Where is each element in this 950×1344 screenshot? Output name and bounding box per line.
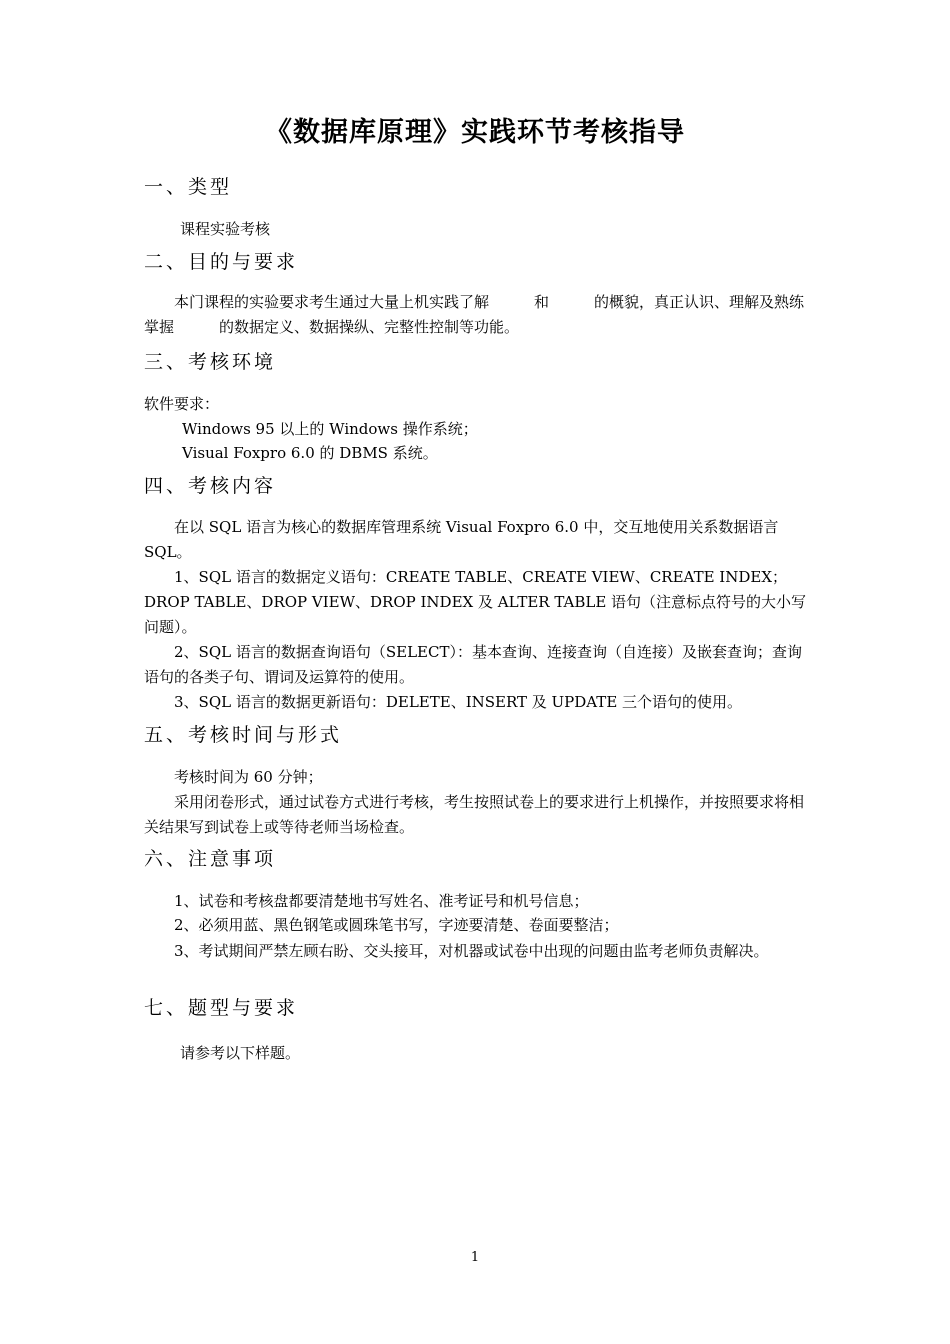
question-types-text: 请参考以下样题。 bbox=[180, 1044, 301, 1062]
exam-format: 采用闭卷形式，通过试卷方式进行考核，考生按照试卷上的要求进行上机操作，并按照要求将相关结果写到试卷上或等待老师当场检查。 bbox=[144, 793, 805, 836]
content-item-ddl: 1、SQL 语言的数据定义语句：CREATE TABLE、CREATE VIEW、CREATE INDEX；DROP TABLE、DROP VIEW、DROP INDEX 及 ALTER TABLE 语句（注意标点符号的大小写问题）。 bbox=[144, 568, 807, 636]
section-heading-goals: 二、目的与要求 bbox=[144, 251, 299, 273]
page-title: 《数据库原理》实践环节考核指导 bbox=[265, 117, 685, 148]
section-heading-environment: 三、考核环境 bbox=[144, 351, 277, 373]
section-text-type: 课程实验考核 bbox=[180, 220, 271, 238]
page-number: 1 bbox=[470, 1250, 480, 1265]
section-heading-notes: 六、注意事项 bbox=[144, 848, 277, 870]
section-heading-type: 一、类型 bbox=[144, 176, 233, 198]
content-item-update: 3、SQL 语言的数据更新语句：DELETE、INSERT 及 UPDATE 三个语句的使用。 bbox=[174, 693, 743, 711]
software-requirement-dbms: Visual Foxpro 6.0 的 DBMS 系统。 bbox=[182, 444, 438, 462]
section-heading-content: 四、考核内容 bbox=[144, 475, 277, 497]
exam-duration: 考核时间为 60 分钟； bbox=[174, 768, 323, 786]
content-intro: 在以 SQL 语言为核心的数据库管理系统 Visual Foxpro 6.0 中，交互地使用关系数据语言 SQL。 bbox=[144, 518, 779, 561]
section-text-goals: 本门课程的实验要求考生通过大量上机实践了解 和 的概貌，真正认识、理解及熟练掌握 的数据定义、数据操纵、完整性控制等功能。 bbox=[144, 293, 805, 336]
section-heading-question-types: 七、题型与要求 bbox=[144, 997, 299, 1019]
section-heading-time-format: 五、考核时间与形式 bbox=[144, 724, 343, 746]
software-requirements-label: 软件要求： bbox=[144, 395, 220, 413]
content-item-query: 2、SQL 语言的数据查询语句（SELECT）：基本查询、连接查询（自连接）及嵌套查询；查询语句的各类子句、谓词及运算符的使用。 bbox=[144, 643, 802, 686]
note-item-1: 1、试卷和考核盘都要清楚地书写姓名、准考证号和机号信息； bbox=[174, 892, 589, 910]
note-item-2: 2、必须用蓝、黑色钢笔或圆珠笔书写，字迹要清楚、卷面要整洁； bbox=[174, 916, 619, 934]
software-requirement-os: Windows 95 以上的 Windows 操作系统； bbox=[182, 420, 478, 438]
note-item-3: 3、考试期间严禁左顾右盼、交头接耳，对机器或试卷中出现的问题由监考老师负责解决。 bbox=[174, 942, 769, 960]
